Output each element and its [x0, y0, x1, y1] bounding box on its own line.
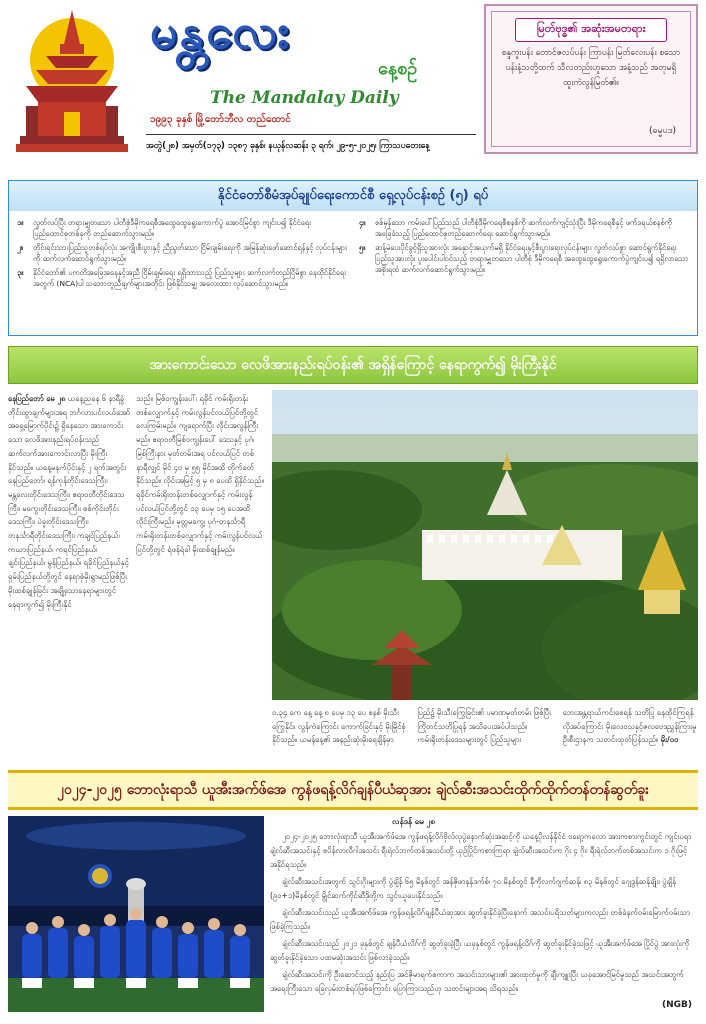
- football-paragraph: ချဲလ်ဆီးအသင်းအတွက် သွင်းဂိုးများကို ပွဲချိန် ၆၅ မိနစ်တွင် အန်ဇိုဖာနန်ဒက်စ်၊ ၇၀ မိနစ်တွင် နီကိုလက်ဂျက်ဆန်၊ ၈၃ မိနစ်တွင် ဂျေဒွန်ဆန်ချိုး၊ ပွဲချိန် (၉၀+၁)မိနစ်တွင် မွိုင်ဆက်ကိုင်ဆီဒိုတို့က သွင်းယူပေးနိုင်သည်။: [270, 877, 676, 900]
- pagoda-logo: [16, 6, 128, 156]
- objective-item: [17, 242, 347, 264]
- football-paragraph: ချဲလ်ဆီးအသင်းသည် ယူအီးအက်ဖ်အေ ကွန်ဖရန့်လိဂ်ချန်ပီယံဆုအား ဆွတ်ခူးနိုင်ခဲ့ပြီးနောက် အသင်းပရိသတ်များကလည်း တစ်ခဲနက်ဝမ်းမြောက်ဝမ်းသာဖြစ်ခဲ့ကြသည်။: [270, 908, 690, 931]
- mandalay-hill-photo: [272, 390, 698, 700]
- football-paragraph: ချဲလ်ဆီးအသင်းကို ဦးဆောင်သည့် နည်းပြ အင်ဇိုမာရက်စကာက အသင်းသားများ၏ အားထုတ်မှုကို ချီးကျူးပြီး ယခုအောင်မြင်မှုသည် အသင်းအတွက် အရေးကြီးသော ခြေလှမ်းတစ်ရပ်ဖြစ်ကြောင်း ပြောကြားသည်ဟု သတင်းများအရ သိရသည်။: [270, 970, 684, 993]
- objective-text: တိုင်းရင်းသားပြည်သူတစ်ရပ်လုံး အကျိုးစီးပွားနှင့် ညီညွတ်သော ငြိမ်းချမ်းရေးကို အမြန်ဆုံးဖော်ဆောင်ရန်နှင့် လုပ်ငန်းများကို ဆက်လက်ဆောင်ရွက်သွားမည်။: [33, 243, 348, 263]
- objective-number: ၃။: [17, 268, 24, 277]
- objective-item: [359, 217, 689, 239]
- football-dateline: လန်ဒန် မေ ၂၈: [392, 817, 435, 826]
- objectives-column-right: [359, 217, 689, 278]
- weather-column-2: [136, 392, 264, 556]
- objectives-heading: နိုင်ငံတော်စီမံအုပ်ချုပ်ရေးကောင်စီ ရှေ့လုပ်ငန်းစဉ် (၅) ရပ်: [9, 181, 697, 211]
- football-paragraph: ၂၀၂၄-၂၀၂၅ ဘောလုံးရာသီ ယူအီးအက်ဖ်အေ ကွန်ဖရန့်လိဂ်ဗိုလ်လုပွဲနောက်ဆုံးအဆင့်ကို ယနေ့ပိုလန်နိုင်ငံ ဗရော့ကလော အားကစားကွင်းတွင် ကျင်းပရာ ချဲလ်ဆီးအသင်းနှင့် စပိန်လာလီဂါအသင်း ရီးရဲလ်ဘက်တစ်အသင်းတို့ ယှဉ်ပြိုင်ကစားကြရာ ချဲလ်ဆီးအသင်းက ဂိုး ၄ ဂိုး၊ ရီးရဲလ်ဘက်တစ်အသင်းက ၁ ဂိုးဖြင့် အနိုင်ရသည်။: [270, 832, 692, 869]
- objective-text: ဆန့်မဲပေးပိုင်ခွင့်ရှိသူအားလုံး အနှောင့်အယှက်မရှိ နိုင်ငံရေးနှင့်စီးပွားရေးလုပ်ငန်းများ လွတ်လပ်စွာ ဆောင်ရွက်နိုင်ရေး ပြည်သူအားလုံး ပူးပေါင်းပါဝင်သည့် တရားမျှတသော ပါတီစုံ ဒီမိုကရေစီ အထွေထွေရွေးကောက်ပွဲကျင်းပ၍ ရရှိလာသော အစိုးရထံ ဆက်လက်ဆောင်ရွက်သွားမည်။: [375, 243, 689, 274]
- objective-text: စစ်မှန်သော ကမ်းပေါ်ပြည်သည် ပါတီစုံဒီမိုကရေစီစနစ်ကို ဆက်လက်ကျင့်သုံးပြီး ဒီမိုကရေစီနှင့် ဖက်ဒရယ်စနစ်ကို အခြေခံသည့် ပြည်ထောင်စုတည်ဆောက်ရေး ဆောင်ရွက်သွားမည်။: [375, 218, 672, 238]
- weather-column-bottom: [272, 706, 698, 747]
- weather-text-2: သည်။ မြစ်ဝကျွန်းပေါ်၊ ရခိုင် ကမ်းရိုးတန်းတစ်လျှောက်နှင့် ကမ်းလွန်ပင်လယ်ပြင်တို့တွင် လေကြမ်းမည်။ ကျရောက်ပြီး လိုင်းအလွန်ကြီးမည်။ ဧရာဝတီမြစ်ဝကျွန်းပေါ် ဒေသနှင့် ပုဂံ၊ မြစ်ကြီးနား မှတ်တမ်းအရ ပင်လယ်ပြင် တစ်နာရီလျှင် မိုင် ၄၀ မှ ၅၅ မိုင်အထိ တိုက်ခတ်နိုင်သည်။ လိုင်းအမြင့် ၅ မှ ၈ ပေထိ ရှိနိုင်သည်။ ရခိုင်ကမ်းရိုးတန်းတစ်လျှောက်နှင့် ကမ်းလွန် ပင်လယ်ပြင်တို့တွင် ၁၃ ပေမှ ၁၅ ပေအထိ လိုင်းကြီးမည်။ မုတ္တမကွေ့၊ ပုဂံ-တနင်္သာရီကမ်းရိုးတန်းတစ်လျှောက်နှင့် ကမ်းလွန်ပင်လယ်ပြင်တို့တွင် ရံဖန်ရံခါ မိုးထစ်ချုန်မည်။: [136, 394, 264, 554]
- objective-text: လွတ်လပ်ပြီး တရားမျှတသော ပါတီစုံဒီမိုကရေစီအထွေထွေရွေးကောက်ပွဲ အောင်မြင်စွာ ကျင်းပ၍ နိုင်ငံရေး ပြည်ထောင်စုတစ်ခုကို တည်ဆောက်သွားမည်။: [33, 218, 311, 238]
- objective-item: [17, 267, 347, 289]
- objective-number: ၅။: [359, 243, 366, 252]
- objectives-column-left: [17, 217, 347, 292]
- masthead: [0, 0, 706, 168]
- football-credit: (NGB): [662, 1000, 693, 1010]
- weather-signature: မိုး/ဝဝ: [660, 735, 679, 745]
- newspaper-title-english: The Mandalay Daily: [210, 88, 399, 108]
- motto-text: စန္ဒကူးပန်း တောင်ဇလပ်ပန်း ကြာပန်း မြတ်လေးပန်း စသော ပန်းနံ့သတို့ထက် သီလတည်းဟူသော အနံ့သည် အတုမရှိ ထူးကဲလွန်မြတ်၏။: [501, 48, 681, 88]
- chelsea-celebration-photo: [8, 816, 264, 1012]
- football-headline: ၂၀၂၄-၂၀၂၅ ဘောလုံးရာသီ ယူအီးအက်ဖ်အေ ကွန်ဖရန့်လိဂ်ချန်ပီယံဆုအား ချဲလ်ဆီးအသင်းထိုက်ထိုက်တန်တန်ဆွတ်ခူး: [8, 770, 698, 810]
- newspaper-subtitle: နေ့စဉ်: [378, 58, 418, 79]
- objective-item: [17, 217, 347, 239]
- newspaper-title: မန္တလေး: [150, 4, 292, 60]
- weather-byline: နေပြည်တော် မေ ၂၈: [8, 394, 66, 403]
- objective-number: ၄။: [359, 218, 366, 227]
- objective-text: နိုင်ငံတော်၏ ပကတိအခြေအနေနှင့်အညီ ငြိမ်းချမ်းရေး ရရှိထားသည့် ပြည်သူများ ဆက်လက်တည်ငြိမ်စွာ နေထိုင်နိုင်ရေးအတွက် (NCA)ပါ သဘောတူညီချက်များအတိုင်း ဖြစ်နိုင်သမျှ အလေးထား လုပ်ဆောင်သွားမည်။: [33, 268, 347, 288]
- motto-inner-frame: [491, 11, 691, 147]
- objective-number: ၁။: [17, 218, 24, 227]
- weather-column-1: [8, 392, 130, 611]
- motto-heading: မြတ်ဗုဒ္ဓ၏ အဆုံးအမတရား: [515, 18, 667, 42]
- motto-source: (ဓမ္မပဒ): [648, 126, 676, 136]
- weather-text-3: ဝ.၃၄ ကေ နေ့ နေ့ ၈ ပေမှ ၁၃ ပေ စနစ် မိုးသီးကြွေနိုင်။ လွန်ကဲကြောင်း ကောက်ခြင်းနှင့် မိုးမြိုင်စုံနိုင်သည်။ ယမန်နေ့၏ အနည်းဆုံးမိုးရေချိန်မှာ ပြည်၌ မိုးသီးကြွေခြင်း၏ ပမာဏမှတ်တမ်း ဖြစ်ပြီး ကြိုတင်သတိပြုရန် အသိပေးအပ်ပါသည်။ ကမ်းရိုးတန်းဒေသများတွင် ပြည်သူများ ဘေးအန္တရာယ်ကင်းစေရန် သတိပြု နေထိုင်ကြရန် လိုအပ်ကြောင်း မိုးလေဝသနှင့်ဇလဗေဒညွှန်ကြားမှုဦးစီးဌာနက သတင်းထုတ်ပြန်သည်။: [272, 708, 697, 745]
- objective-number: ၂။: [17, 243, 23, 252]
- objective-item: [359, 242, 689, 275]
- motto-box: [484, 4, 698, 154]
- issue-dateline: အတွဲ(၂၈) အမှတ်(၁၇၃) ၁၃၈၇ ခုနှစ်၊ နယုန်လဆန်း ၃ ရက်၊ ၂၉-၅-၂၀၂၅၊ ကြာသပတေးနေ့: [146, 134, 476, 153]
- objectives-box: [8, 180, 698, 336]
- tagline: ၁၉၉၃ ခုနှစ် မြို့တော်ဘီလ တည်ထောင်: [150, 114, 291, 125]
- weather-text-1: ယနေ့ညနေ ၆ နာရီခွဲ တိုင်းထွာချက်များအရ ဘင်္ဂလားပင်လယ်အော် အရှေ့မြောက်ပိုင်း၌ ရှိနေသော အားကောင်းသော လေဖိအားနည်းရပ်ဝန်းသည် ဆက်လက်အားကောင်းလာပြီး မိုးကြီးနိုင်သည်။ ယနေ့မနက်ပိုင်းနှင့် ၂ ရက်အတွင်း နေပြည်တော်၊ ရန်ကုန်တိုင်းဒေသကြီး၊ မန္တလေးတိုင်းဒေသကြီး၊ ဧရာဝတီတိုင်းဒေသကြီး၊ မကွေးတိုင်းဒေသကြီး၊ စစ်ကိုင်းတိုင်းဒေသကြီး၊ ပဲခူးတိုင်းဒေသကြီး၊ တနင်္သာရီတိုင်းဒေသကြီး၊ ကချင်ပြည်နယ်၊ ကယားပြည်နယ်၊ ကရင်ပြည်နယ်၊ ချင်းပြည်နယ်၊ မွန်ပြည်နယ်၊ ရခိုင်ပြည်နယ်နှင့် ရှမ်းပြည်နယ်တို့တွင် နေရာစုံမိုးရွာမည်ဖြစ်ပြီး မိုးထစ်ချုန်ခြင်း အချို့သောနေရာများတွင် နေရာကွက်၍ မိုးကြီးနိုင်: [8, 394, 131, 609]
- football-body: [270, 830, 698, 999]
- weather-headline: အားကောင်းသော လေဖိအားနည်းရပ်ဝန်း၏ အရှိန်ကြောင့် နေရာကွက်၍ မိုးကြီးနိုင်: [8, 346, 698, 384]
- football-paragraph: ချဲလ်ဆီးအသင်းသည် ၂၀၂၁ ခုနှစ်တွင် ချန်ပီယံလိဂ်ကို ဆွတ်ခူးခဲ့ပြီး ယခုနှစ်တွင် ကွန်ဖရန့်လိဂ်ကို ဆွတ်ခူးနိုင်ခဲ့သဖြင့် ယူအီးအက်ဖ်အေ ပြိုင်ပွဲ အားလုံးကို ဆွတ်ခူးနိုင်ခဲ့သော ပထမဆုံးအသင်း ဖြစ်လာခဲ့သည်။: [270, 939, 690, 962]
